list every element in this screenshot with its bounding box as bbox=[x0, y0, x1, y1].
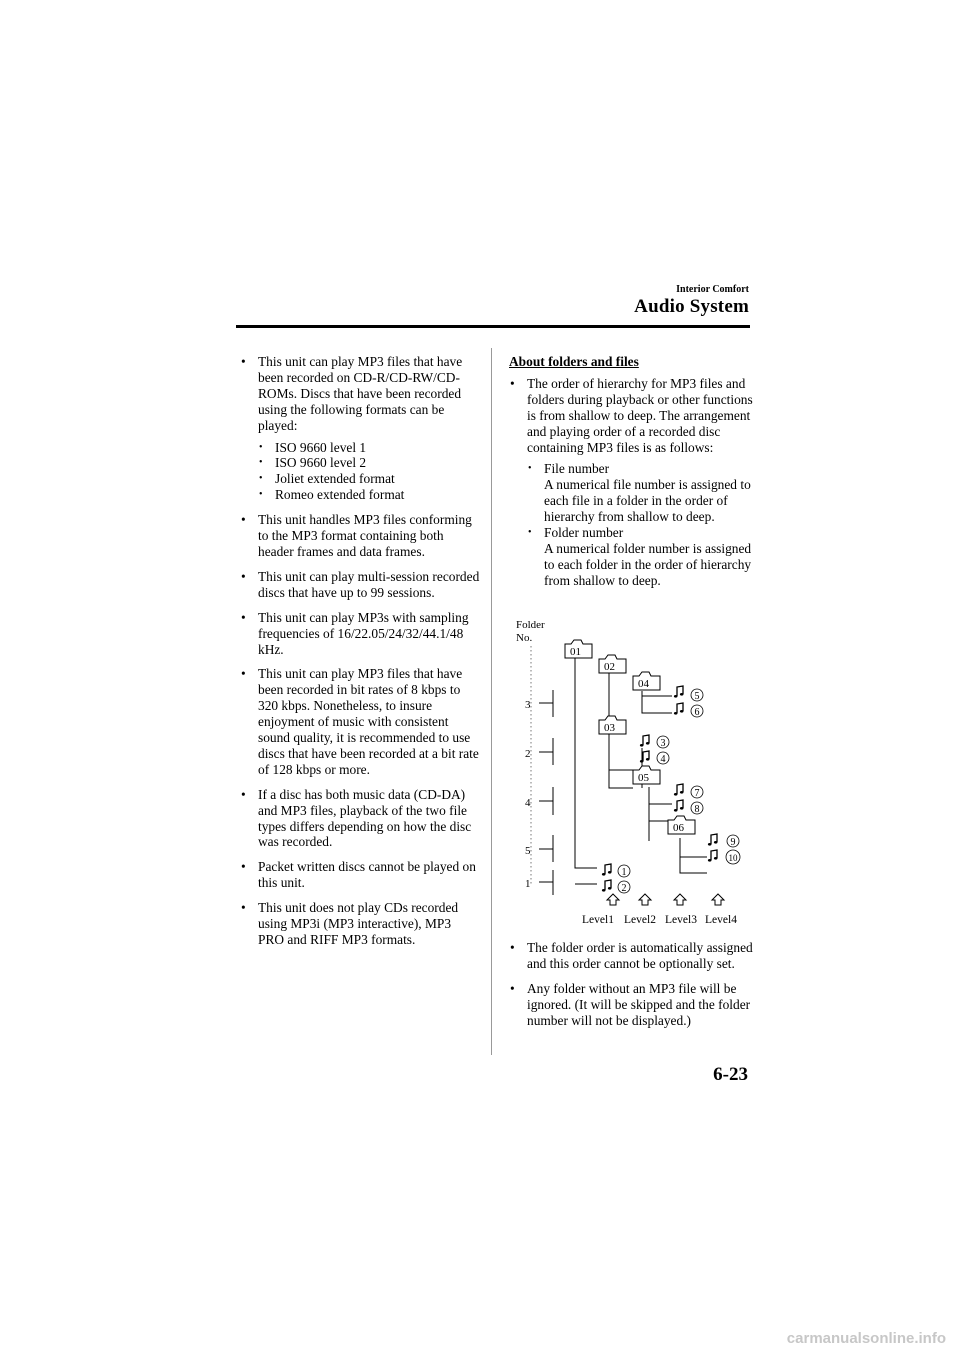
folder-no-label: No. bbox=[516, 632, 533, 644]
format-item: • ISO 9660 level 1 bbox=[258, 440, 480, 456]
bullet-item: • This unit handles MP3 files conforming to the MP3 format containing both header frames and data frames. bbox=[240, 512, 480, 560]
music-file-icon bbox=[640, 735, 669, 749]
music-file-icon bbox=[602, 864, 630, 878]
bullet-list-right bbox=[509, 376, 754, 589]
folder-icon bbox=[599, 716, 626, 734]
numbering-label: • Folder number bbox=[544, 525, 624, 541]
watermark: carmanualsonline.info bbox=[786, 1330, 946, 1347]
folder-icon bbox=[565, 640, 592, 658]
column-divider bbox=[491, 348, 492, 1055]
subheading: About folders and files bbox=[509, 354, 639, 369]
music-file-icon bbox=[674, 784, 703, 799]
header-rule bbox=[236, 325, 750, 328]
svg-text:04: 04 bbox=[638, 678, 649, 690]
music-file-icon bbox=[674, 703, 703, 718]
svg-text:01: 01 bbox=[570, 646, 581, 658]
bullet-item bbox=[509, 376, 754, 589]
level-label: Level1 bbox=[582, 914, 614, 926]
music-file-icon bbox=[602, 880, 630, 894]
folder-number: 4 bbox=[525, 797, 531, 809]
music-file-icon bbox=[640, 751, 669, 765]
bullet-item: • This unit can play MP3s with sampling frequencies of 16/22.05/24/32/44.1/48 kHz. bbox=[240, 610, 480, 658]
folder-icon bbox=[633, 672, 660, 690]
bullet-item: • The folder order is automatically assigned and this order cannot be optionally set. bbox=[509, 940, 754, 972]
folder-hierarchy-diagram bbox=[509, 614, 754, 930]
level-label: Level2 bbox=[624, 914, 656, 926]
folder-brackets bbox=[539, 690, 553, 895]
page-number: 6-23 bbox=[713, 1064, 748, 1085]
svg-text:05: 05 bbox=[638, 772, 649, 784]
level-arrow-icon bbox=[639, 894, 651, 905]
svg-text:7: 7 bbox=[694, 788, 700, 799]
music-file-icon bbox=[708, 834, 739, 848]
svg-text:8: 8 bbox=[694, 804, 700, 815]
svg-text:1: 1 bbox=[621, 867, 627, 878]
folder-no-label: Folder bbox=[516, 619, 545, 631]
folder-icon bbox=[668, 816, 695, 834]
bullet-list-bottom bbox=[509, 940, 754, 1029]
svg-text:3: 3 bbox=[660, 738, 666, 749]
numbering-label: • File number bbox=[544, 461, 610, 477]
music-file-icon bbox=[708, 850, 740, 864]
bullet-item: • This unit does not play CDs recorded using MP3i (MP3 interactive), MP3 PRO and RIFF MP3 formats. bbox=[240, 900, 480, 948]
right-column bbox=[509, 354, 754, 598]
svg-text:02: 02 bbox=[604, 661, 615, 673]
level-arrow-icon bbox=[712, 894, 724, 905]
bullet-item: • Any folder without an MP3 file will be ignored. (It will be skipped and the folder number will not be displayed.) bbox=[509, 981, 754, 1029]
svg-text:9: 9 bbox=[730, 837, 736, 848]
level-arrow-icon bbox=[674, 894, 686, 905]
svg-text:06: 06 bbox=[673, 822, 684, 834]
bullet-item bbox=[240, 354, 480, 503]
svg-text:4: 4 bbox=[660, 754, 666, 765]
svg-text:2: 2 bbox=[621, 883, 627, 894]
format-list bbox=[258, 440, 480, 504]
level-label: Level4 bbox=[705, 914, 737, 926]
bullet-item: • If a disc has both music data (CD-DA) and MP3 files, playback of the two file types differs depending on how the disc was recorded. bbox=[240, 787, 480, 851]
section-label: Interior Comfort bbox=[676, 284, 749, 295]
music-file-icon bbox=[674, 800, 703, 815]
bullet-list-left bbox=[240, 354, 480, 948]
format-item: • Joliet extended format bbox=[258, 471, 480, 487]
numbering-item bbox=[527, 461, 754, 525]
folder-icon bbox=[599, 655, 626, 673]
format-item: • ISO 9660 level 2 bbox=[258, 455, 480, 471]
page-title: Audio System bbox=[634, 296, 749, 317]
right-column-bottom bbox=[509, 940, 754, 1038]
bullet-text: The order of hierarchy for MP3 files and folders during playback or other functions is from shallow to deep. The arrangement and playing order of a recorded disc containing MP3 files is as follows: bbox=[527, 375, 753, 455]
bullet-item: • This unit can play MP3 files that have been recorded in bit rates of 8 kbps to 320 kbps. Nonetheless, to insure enjoyment of music with consistent sound quality, it is recommended to use discs that have been recorded at a bit rate of 128 kbps or more. bbox=[240, 666, 480, 777]
svg-text:6: 6 bbox=[694, 707, 700, 718]
numbering-item bbox=[527, 525, 754, 589]
svg-text:03: 03 bbox=[604, 722, 615, 734]
folder-number: 3 bbox=[525, 699, 531, 711]
bullet-item: • Packet written discs cannot be played on this unit. bbox=[240, 859, 480, 891]
svg-text:5: 5 bbox=[694, 691, 700, 702]
left-column bbox=[240, 354, 480, 957]
folder-number: 2 bbox=[525, 748, 531, 760]
diagram-svg bbox=[509, 614, 754, 930]
folder-number: 5 bbox=[525, 845, 531, 857]
svg-text:10: 10 bbox=[728, 853, 738, 863]
music-file-icon bbox=[674, 686, 703, 702]
folder-number: 1 bbox=[525, 878, 531, 890]
bullet-text: This unit can play MP3 files that have been recorded on CD-R/CD-RW/CD-ROMs. Discs that have been recorded using the following formats can be played: bbox=[258, 354, 463, 433]
folder-icon bbox=[633, 766, 660, 784]
numbering-list bbox=[527, 461, 754, 588]
bullet-item: • This unit can play multi-session recorded discs that have up to 99 sessions. bbox=[240, 569, 480, 601]
numbering-desc: A numerical file number is assigned to each file in a folder in the order of hierarchy from shallow to deep. bbox=[544, 477, 751, 525]
level-label: Level3 bbox=[665, 914, 697, 926]
level-arrow-icon bbox=[607, 894, 619, 905]
numbering-desc: A numerical folder number is assigned to each folder in the order of hierarchy from shallow to deep. bbox=[544, 540, 752, 588]
format-item: • Romeo extended format bbox=[258, 487, 480, 503]
